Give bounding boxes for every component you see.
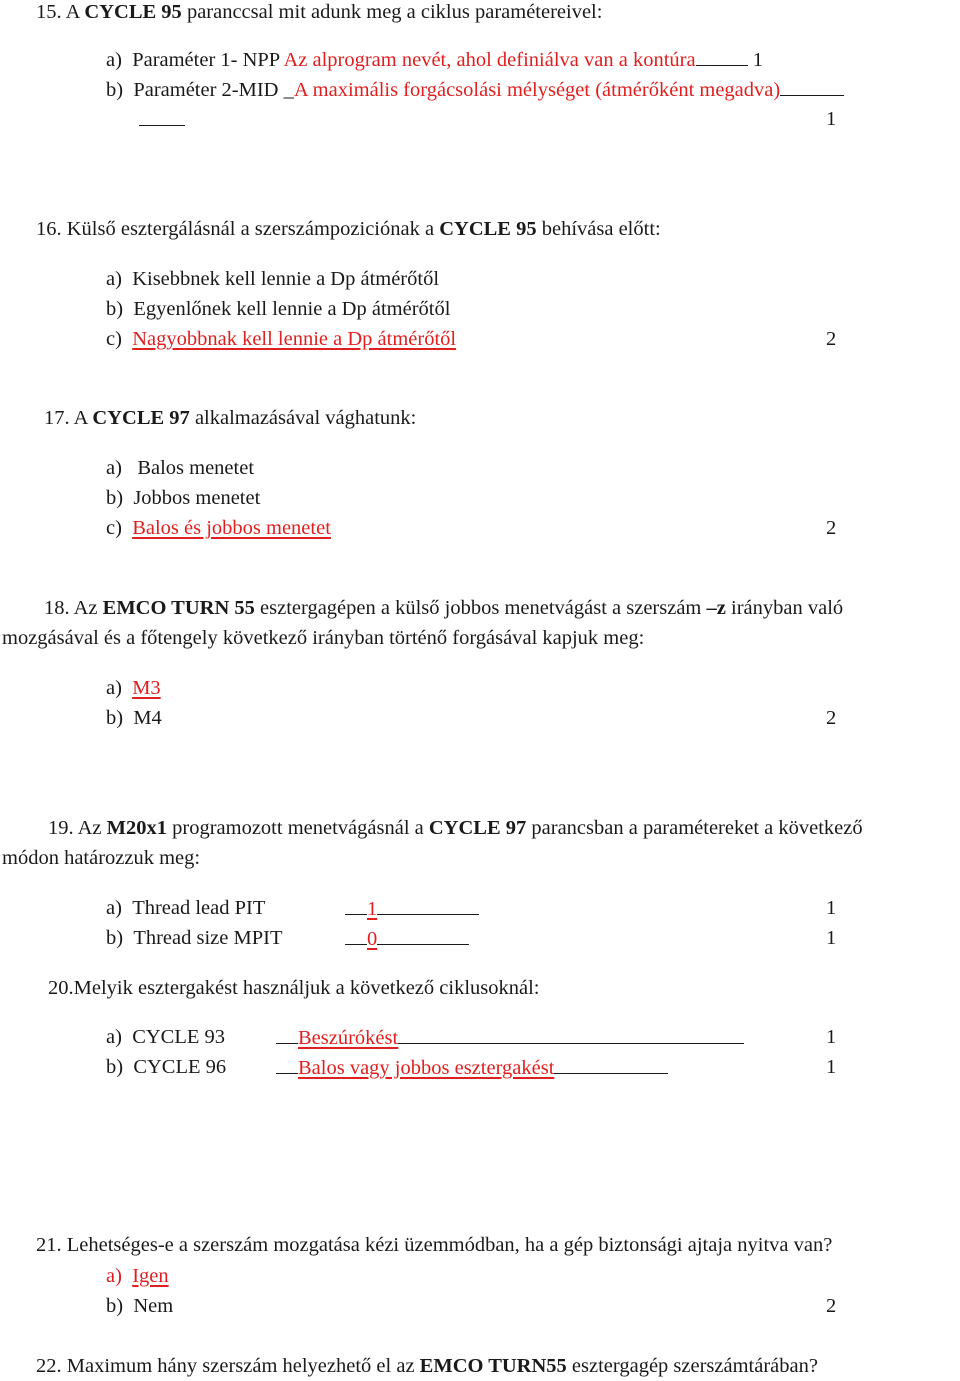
q15-answer-b: A maximális forgácsolási mélységet (átmérőként megadva)	[293, 79, 781, 101]
q19-title: 19. Az M20x1 programozott menetvágásnál a CYCLE 97 parancsban a paramétereket a következő	[48, 817, 863, 839]
answer-blank	[276, 1025, 298, 1044]
q20-title: 20.Melyik esztergakést használjuk a következő ciklusoknál:	[48, 977, 540, 999]
answer-blank	[780, 77, 844, 96]
q16-option-b: b) Egyenlőnek kell lennie a Dp átmérőtől	[106, 298, 451, 320]
answer-blank	[345, 896, 367, 915]
q15-b-points: 1	[826, 108, 837, 130]
q15-option-b-continuation	[139, 107, 185, 132]
q20-b-points: 1	[826, 1056, 837, 1078]
q20-option-b: b) CYCLE 96	[106, 1056, 227, 1078]
q18-points: 2	[826, 707, 837, 729]
q19-option-b: b) Thread size MPIT	[106, 927, 283, 949]
q20-option-a: a) CYCLE 93	[106, 1026, 226, 1048]
q18-correct-answer: M3	[132, 677, 161, 699]
q19-title-line2: módon határozzuk meg:	[2, 847, 201, 869]
q17-option-b: b) Jobbos menetet	[106, 487, 261, 509]
q17-title: 17. A CYCLE 97 alkalmazásával vághatunk:	[44, 407, 417, 429]
answer-blank	[377, 926, 469, 945]
q21-title: 21. Lehetséges-e a szerszám mozgatása kézi üzemmódban, ha a gép biztonsági ajtaja nyitva van?	[36, 1234, 833, 1256]
answer-blank	[554, 1055, 668, 1074]
q21-correct-answer: Igen	[132, 1265, 169, 1287]
q20-answer-a: Beszúrókést	[276, 1025, 744, 1050]
q15-option-a: a) Paraméter 1- NPP Az alprogram nevét, ahol definiálva van a kontúra 1	[106, 49, 763, 71]
q21-points: 2	[826, 1295, 837, 1317]
q21-option-b: b) Nem	[106, 1295, 174, 1317]
q18-title: 18. Az EMCO TURN 55 esztergagépen a külső jobbos menetvágást a szerszám –z irányban való	[44, 597, 844, 619]
q16-option-c: c) Nagyobbnak kell lennie a Dp átmérőtől	[106, 328, 457, 350]
q20-a-points: 1	[826, 1026, 837, 1048]
q18-title-line2: mozgásával és a főtengely következő irányban történő forgásával kapjuk meg:	[2, 627, 645, 649]
answer-blank	[276, 1055, 298, 1074]
q19-answer-a: 1	[345, 896, 479, 921]
q22-title: 22. Maximum hány szerszám helyezhető el az EMCO TURN55 esztergagép szerszámtárában?	[36, 1355, 818, 1377]
answer-blank	[696, 47, 748, 66]
q15-title: 15. A CYCLE 95 paranccsal mit adunk meg a ciklus paramétereivel:	[36, 1, 603, 23]
q15-answer-a: Az alprogram nevét, ahol definiálva van a kontúra	[283, 49, 696, 71]
answer-blank	[398, 1025, 744, 1044]
q16-correct-answer: Nagyobbnak kell lennie a Dp átmérőtől	[132, 328, 457, 350]
q16-title: 16. Külső esztergálásnál a szerszámpoziciónak a CYCLE 95 behívása előtt:	[36, 218, 661, 240]
answer-blank	[139, 107, 185, 126]
q18-option-b: b) M4	[106, 707, 162, 729]
q21-option-a: a) Igen	[106, 1265, 169, 1287]
answer-blank	[345, 926, 367, 945]
q19-option-a: a) Thread lead PIT	[106, 897, 266, 919]
q17-points: 2	[826, 517, 837, 539]
q16-points: 2	[826, 328, 837, 350]
q18-option-a: a) M3	[106, 677, 161, 699]
q15-option-b: b) Paraméter 2-MID _A maximális forgácsolási mélységet (átmérőként megadva)	[106, 77, 844, 102]
q19-a-points: 1	[826, 897, 837, 919]
answer-blank	[377, 896, 479, 915]
q17-option-a: a) Balos menetet	[106, 457, 255, 479]
q16-option-a: a) Kisebbnek kell lennie a Dp átmérőtől	[106, 268, 440, 290]
q19-b-points: 1	[826, 927, 837, 949]
q20-answer-b: Balos vagy jobbos esztergakést	[276, 1055, 668, 1080]
q17-correct-answer: Balos és jobbos menetet	[132, 517, 331, 539]
q19-answer-b: 0	[345, 926, 469, 951]
q17-option-c: c) Balos és jobbos menetet	[106, 517, 331, 539]
